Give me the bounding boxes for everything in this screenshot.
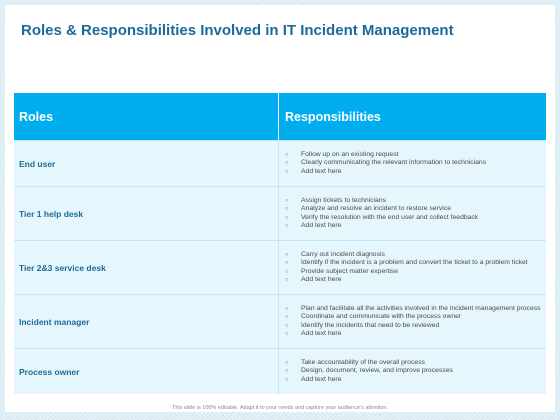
list-item (285, 276, 546, 284)
list-item (285, 268, 546, 276)
slide (5, 5, 555, 412)
bullet-circle-icon: ○ (285, 368, 289, 375)
responsibilities-cell (279, 295, 546, 348)
list-item (285, 222, 546, 230)
list-item (285, 367, 546, 375)
role-cell: Process owner (14, 349, 279, 394)
role-cell: Incident manager (14, 295, 279, 348)
responsibilities-cell (279, 141, 546, 186)
bullet-circle-icon: ○ (285, 305, 289, 312)
bullet-circle-icon: ○ (285, 360, 289, 367)
bullet-circle-icon: ○ (285, 330, 289, 337)
list-item (285, 151, 546, 159)
table-row (14, 186, 546, 240)
bullet-circle-icon: ○ (285, 168, 289, 175)
bullet-circle-icon: ○ (285, 322, 289, 329)
responsibility-text: Add text here (301, 329, 342, 337)
bullet-circle-icon: ○ (285, 314, 289, 321)
bullet-circle-icon: ○ (285, 260, 289, 267)
responsibility-text: Add text here (301, 275, 342, 283)
bullet-circle-icon: ○ (285, 268, 289, 275)
table-row (14, 240, 546, 294)
list-item (285, 214, 546, 222)
table-body (14, 140, 546, 394)
responsibility-text: Carry out incident diagnosis (301, 250, 385, 258)
bullet-circle-icon: ○ (285, 152, 289, 159)
bullet-circle-icon: ○ (285, 197, 289, 204)
bullet-circle-icon: ○ (285, 276, 289, 283)
table-header (14, 93, 546, 140)
list-item (285, 259, 546, 267)
responsibility-text: Follow up on an existing request (301, 151, 399, 159)
bullet-circle-icon: ○ (285, 251, 289, 258)
responsibility-text: Assign tickets to technicians (301, 196, 387, 204)
list-item (285, 205, 546, 213)
bullet-circle-icon: ○ (285, 376, 289, 383)
responsibility-text: Coordinate and communicate with the process owner (301, 313, 462, 321)
list-item (285, 251, 546, 259)
list-item (285, 330, 546, 338)
bullet-circle-icon: ○ (285, 160, 289, 167)
list-item (285, 197, 546, 205)
roles-table (14, 93, 546, 394)
bullet-circle-icon: ○ (285, 214, 289, 221)
list-item (285, 168, 546, 176)
list-item (285, 322, 546, 330)
responsibility-text: Clearly communicating the relevant information to technicians (301, 159, 487, 167)
responsibility-text: Add text here (301, 167, 342, 175)
role-cell: Tier 1 help desk (14, 187, 279, 240)
page-title: Roles & Responsibilities Involved in IT Incident Management (21, 22, 454, 39)
responsibility-text: Provide subject matter expertise (301, 267, 399, 275)
responsibility-text: Take accountability of the overall process (301, 359, 425, 367)
responsibility-text: Identify if the incident is a problem and convert the ticket to a problem ticket (301, 259, 528, 267)
responsibility-text: Add text here (301, 375, 342, 383)
table-row (14, 348, 546, 394)
responsibility-text: Add text here (301, 221, 342, 229)
responsibilities-cell (279, 349, 546, 394)
list-item (285, 359, 546, 367)
responsibility-text: Verify the resolution with the end user and collect feedback (301, 213, 479, 221)
table-row (14, 294, 546, 348)
bullet-circle-icon: ○ (285, 206, 289, 213)
responsibility-text: Plan and facilitate all the activities involved in the incident management process (301, 304, 541, 312)
bullet-circle-icon: ○ (285, 222, 289, 229)
list-item (285, 305, 546, 313)
responsibility-text: Design, document, review, and improve processes (301, 367, 453, 375)
responsibilities-cell (279, 187, 546, 240)
table-row (14, 140, 546, 186)
header-roles: Roles (14, 93, 279, 140)
role-cell: End user (14, 141, 279, 186)
responsibilities-cell (279, 241, 546, 294)
responsibility-text: Identify the incidents that need to be reviewed (301, 321, 440, 329)
header-responsibilities: Responsibilities (285, 109, 381, 124)
list-item (285, 313, 546, 321)
role-cell: Tier 2&3 service desk (14, 241, 279, 294)
list-item (285, 159, 546, 167)
responsibility-text: Analyze and resolve an incident to restore service (301, 205, 451, 213)
list-item (285, 376, 546, 384)
footer-note: This slide is 100% editable. Adapt it to your needs and capture your audience's attention. (172, 405, 388, 411)
